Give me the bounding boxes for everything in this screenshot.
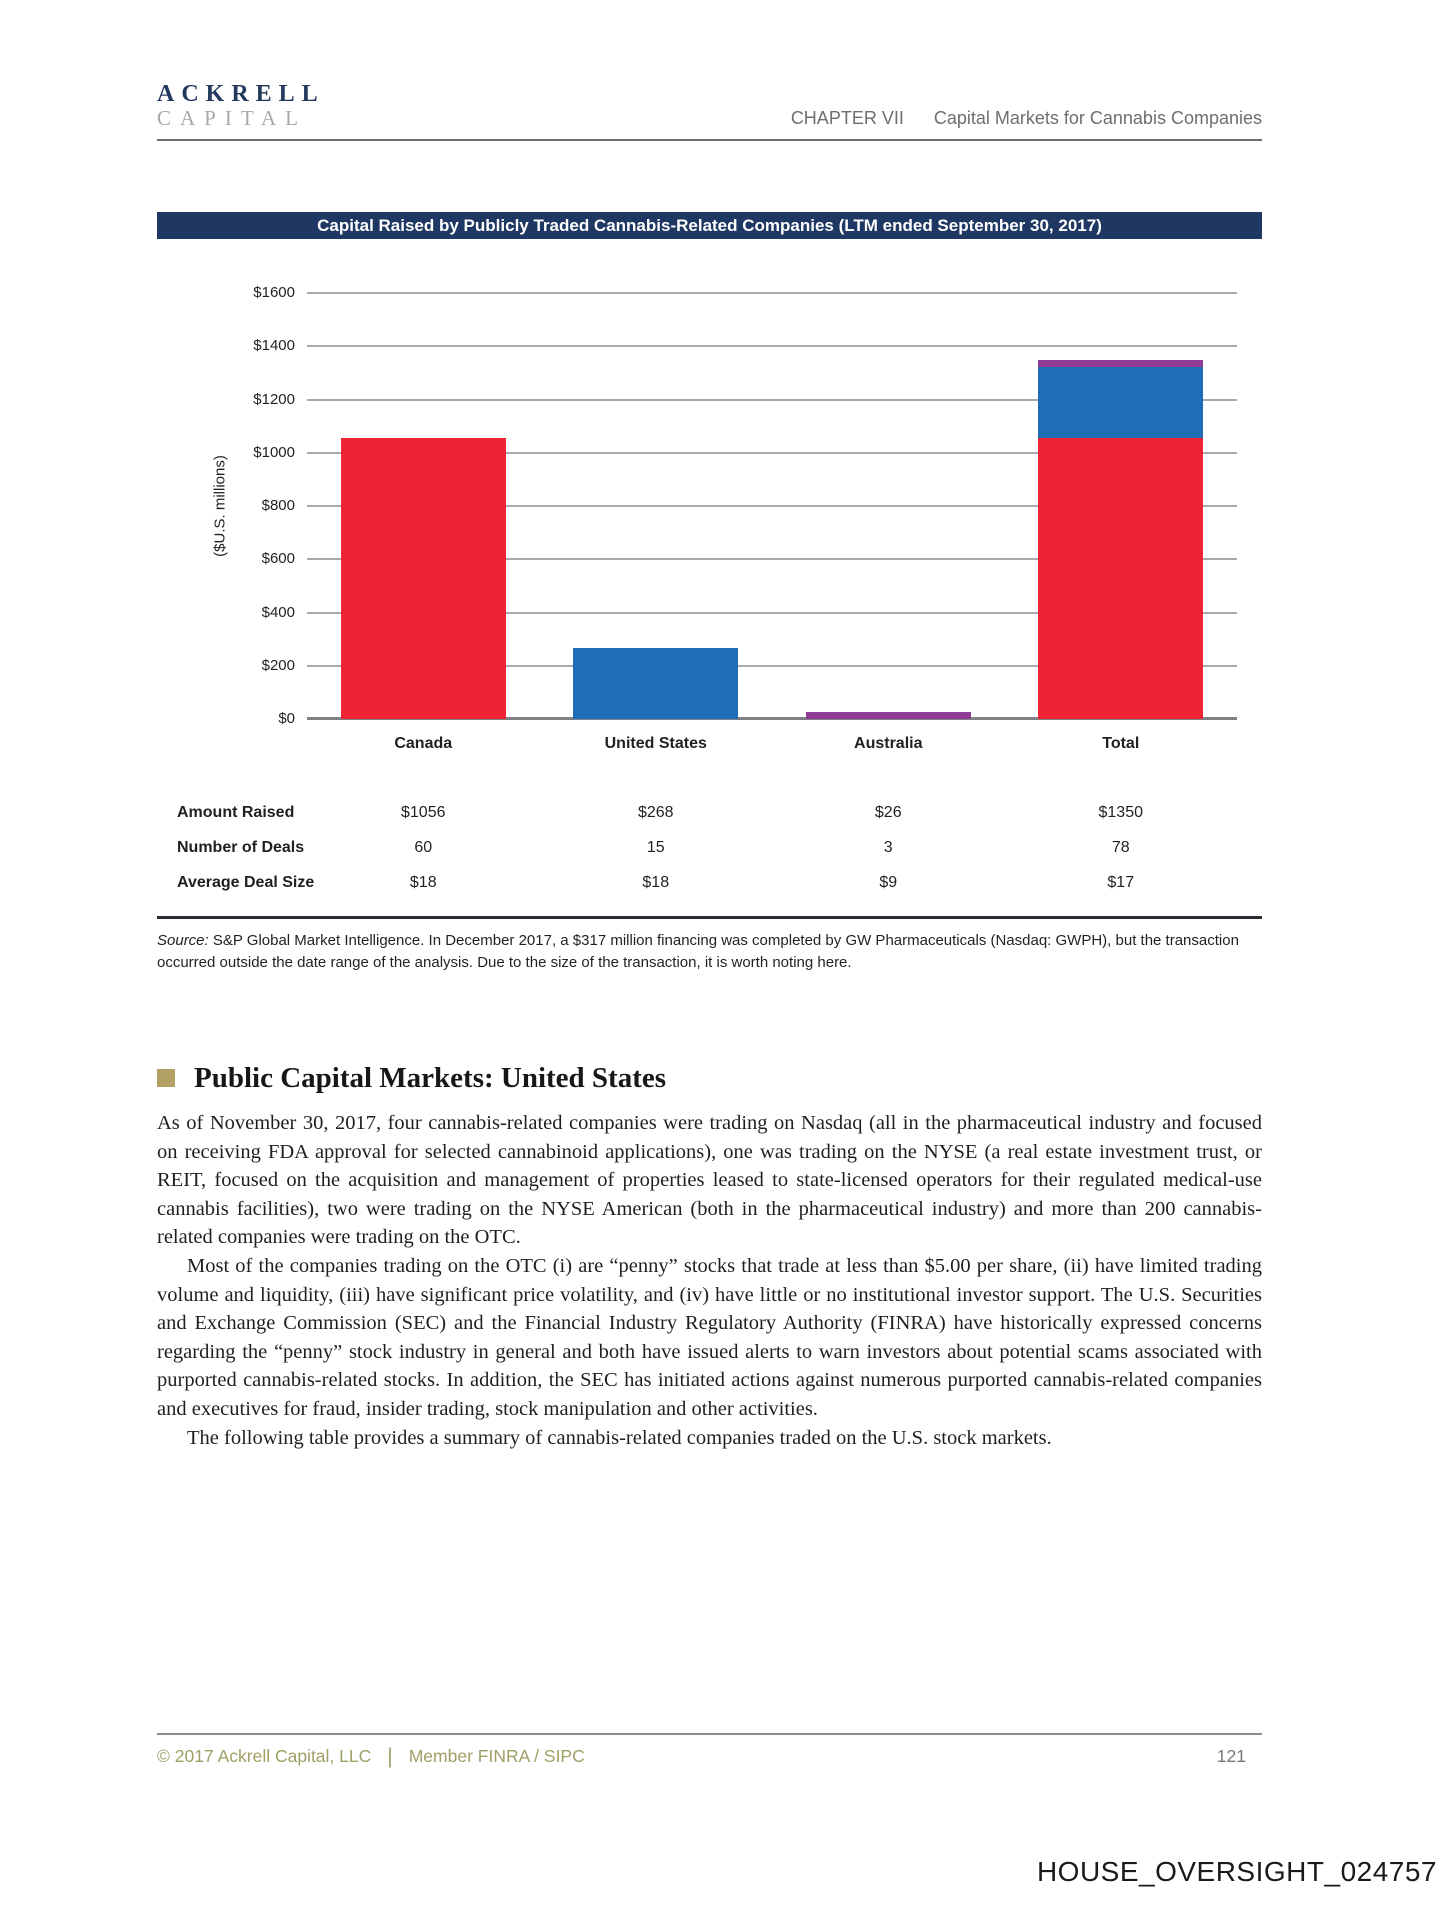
bar-slot-total [1005, 293, 1238, 719]
table-cell: 15 [646, 839, 665, 856]
bar-segment-united-states [1038, 367, 1203, 438]
logo-ackrell: ACKRELL [157, 81, 325, 107]
y-tick-label-1600: $1600 [253, 284, 295, 301]
bar-united-states [573, 648, 738, 719]
bar-segment-australia [1038, 360, 1203, 367]
chart-title: Capital Raised by Publicly Traded Cannabis-Related Companies (LTM ended September 30, 2017) [157, 212, 1262, 239]
bar-chart [157, 284, 1262, 727]
bar-total [1038, 360, 1203, 719]
bar-canada [341, 438, 506, 719]
table-cell: 60 [414, 839, 433, 856]
section-bullet-icon [157, 1069, 175, 1087]
y-axis-title: ($U.S. millions) [211, 455, 229, 557]
table-cell: $18 [642, 874, 670, 891]
bar-segment-canada [341, 438, 506, 719]
bar-segment-australia [806, 712, 971, 719]
x-label-total: Total [1102, 735, 1140, 752]
chapter-title: Capital Markets for Cannabis Companies [933, 108, 1262, 128]
chart-section [157, 212, 1262, 974]
bar-slot-united-states [540, 293, 773, 719]
x-label-united-states: United States [604, 735, 707, 752]
table-row-label: Number of Deals [177, 839, 305, 856]
table-row-cells [307, 839, 1237, 857]
footer-separator: | [387, 1745, 393, 1768]
chapter-heading [791, 108, 1262, 130]
chart-plot [307, 293, 1237, 719]
paragraph-1: As of November 30, 2017, four cannabis-related companies were trading on Nasdaq (all in the pharmaceutical industry and focused on receiving FDA approval for selected cannabinoid applications), one was trading on the NYSE (a real estate investment trust, or REIT, focused on the acquisition and management of properties leased to state-licensed operators for their regulated medical-use cannabis facilities), two were trading on the NYSE American (both in the pharmaceutical industry) and more than 200 cannabis-related companies were trading on the OTC. [157, 1112, 1262, 1249]
y-tick-label-200: $200 [261, 656, 295, 674]
body-section [157, 1060, 1262, 1452]
company-logo [157, 82, 325, 130]
table-row [157, 797, 1262, 832]
bar-australia [806, 712, 971, 719]
x-label-australia: Australia [854, 735, 923, 752]
bar-segment-canada [1038, 438, 1203, 719]
section-heading-row [157, 1060, 1262, 1096]
bar-slot-canada [307, 293, 540, 719]
page-number: 121 [1216, 1746, 1246, 1766]
table-row-label: Average Deal Size [177, 874, 315, 891]
y-tick-label-1200: $1200 [253, 390, 295, 408]
table-row-cells [307, 874, 1237, 892]
bar-segment-united-states [573, 648, 738, 719]
footer-left [157, 1746, 585, 1767]
bates-stamp: HOUSE_OVERSIGHT_024757 [1036, 1856, 1437, 1887]
section-title: Public Capital Markets: United States [194, 1062, 667, 1094]
table-row-label: Amount Raised [177, 804, 295, 821]
logo-capital: CAPITAL [157, 106, 307, 130]
table-cell: $268 [637, 804, 674, 821]
table-cell: $18 [409, 874, 437, 891]
table-row [157, 867, 1262, 902]
source-label: Source: [157, 932, 209, 949]
footer-copyright: © 2017 Ackrell Capital, LLC [157, 1746, 372, 1766]
x-label-canada: Canada [394, 735, 453, 752]
table-cell: 3 [883, 839, 893, 856]
paragraph-3: The following table provides a summary of cannabis-related companies traded on the U.S. stock markets. [187, 1426, 1052, 1449]
table-cell: $1350 [1098, 804, 1143, 821]
table-cell: 78 [1111, 839, 1130, 856]
table-cell: $17 [1107, 874, 1135, 891]
y-tick-label-800: $800 [261, 497, 295, 514]
source-text: S&P Global Market Intelligence. In December 2017, a $317 million financing was completed by GW Pharmaceuticals (Nasdaq: GWPH), but the transaction occurred outside the date range of the analysis. Due to the size of the transaction, it is worth noting here. [157, 932, 1239, 971]
chapter-label: CHAPTER VII [790, 108, 904, 128]
y-tick-label-0: $0 [278, 710, 295, 727]
y-tick-label-600: $600 [261, 550, 295, 568]
page-footer [157, 1733, 1262, 1767]
y-tick-label-400: $400 [261, 603, 295, 621]
y-axis-ticks [157, 284, 295, 727]
page-header [157, 82, 1262, 141]
summary-table [157, 797, 1262, 902]
footer-membership: Member FINRA / SIPC [408, 1746, 585, 1766]
paragraph-2: Most of the companies trading on the OTC (i) are “penny” stocks that trade at less than $5.00 per share, (ii) have limited trading volume and liquidity, (iii) have significant price volatility, and (iv) have little or no institutional investor support. The U.S. Securities and Exchange Commission (SEC) and the Financial Industry Regulatory Authority (FINRA) have historically expressed concerns regarding the “penny” stock industry in general and both have issued alerts to warn investors about potential scams associated with purported cannabis-related stocks. In addition, the SEC has initiated actions against numerous purported cannabis-related companies and executives for fraud, insider trading, stock manipulation and other activities. [157, 1254, 1262, 1420]
table-cell: $26 [874, 804, 902, 821]
source-note [157, 930, 1262, 974]
table-cell: $1056 [401, 804, 446, 821]
table-row [157, 832, 1262, 867]
y-tick-label-1400: $1400 [253, 337, 295, 355]
bar-slot-australia [772, 293, 1005, 719]
y-tick-label-1000: $1000 [253, 443, 295, 461]
table-row-cells [307, 804, 1237, 822]
table-cell: $9 [879, 874, 898, 891]
table-bottom-rule [157, 916, 1262, 919]
x-axis-labels [307, 735, 1237, 753]
